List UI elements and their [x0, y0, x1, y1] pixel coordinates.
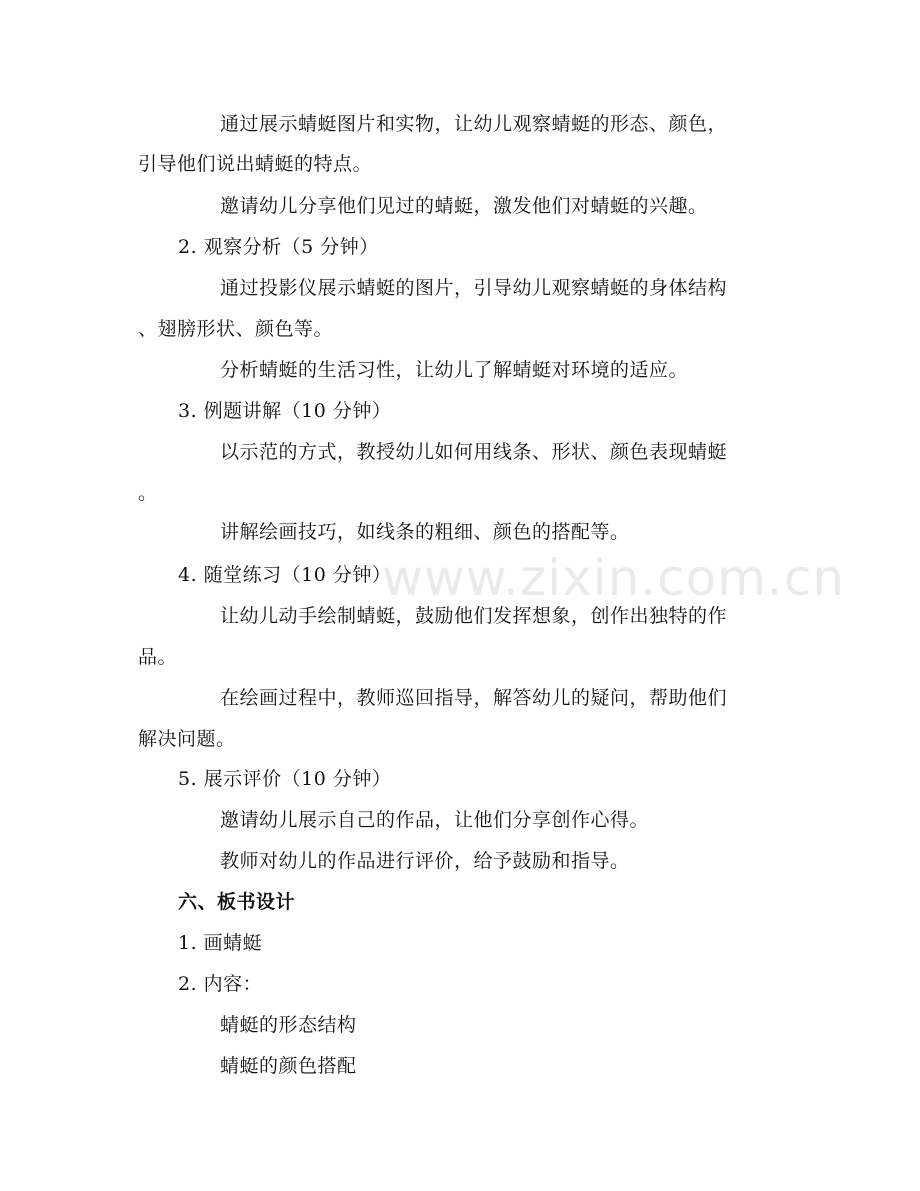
- text-line: 通过投影仪展示蜻蜓的图片，引导幼儿观察蜻蜓的身体结构: [220, 277, 728, 299]
- list-item-heading: 5. 展示评价（10 分钟）: [178, 768, 392, 790]
- text-line: 品。: [138, 646, 178, 668]
- text-line: 教师对幼儿的作品进行评价，给予鼓励和指导。: [220, 850, 630, 872]
- text-line: 引导他们说出蜻蜓的特点。: [138, 153, 373, 175]
- text-line: 分析蜻蜓的生活习性，让幼儿了解蜻蜓对环境的适应。: [220, 359, 689, 381]
- text-line: 讲解绘画技巧，如线条的粗细、颜色的搭配等。: [220, 521, 630, 543]
- list-item: 2. 内容：: [178, 973, 263, 995]
- text-line: 让幼儿动手绘制蜻蜓，鼓励他们发挥想象，创作出独特的作: [220, 605, 728, 627]
- text-line: 蜻蜓的颜色搭配: [220, 1055, 357, 1077]
- text-line: 邀请幼儿展示自己的作品，让他们分享创作心得。: [220, 809, 650, 831]
- text-line: 通过展示蜻蜓图片和实物，让幼儿观察蜻蜓的形态、颜色，: [220, 113, 728, 135]
- text-line: 在绘画过程中，教师巡回指导，解答幼儿的疑问，帮助他们: [220, 687, 728, 709]
- text-line: 蜻蜓的形态结构: [220, 1014, 357, 1036]
- text-line: 。: [138, 482, 158, 504]
- watermark: www.zixin.com.cn: [382, 549, 846, 607]
- section-heading: 六、板书设计: [178, 891, 296, 913]
- list-item-heading: 2. 观察分析（5 分钟）: [178, 236, 379, 258]
- text-line: 邀请幼儿分享他们见过的蜻蜓，激发他们对蜻蜓的兴趣。: [220, 195, 708, 217]
- list-item-heading: 4. 随堂练习（10 分钟）: [178, 564, 392, 586]
- list-item-heading: 3. 例题讲解（10 分钟）: [178, 400, 392, 422]
- list-item: 1. 画蜻蜓: [178, 932, 263, 954]
- text-line: 解决问题。: [138, 728, 236, 750]
- text-line: 以示范的方式，教授幼儿如何用线条、形状、颜色表现蜻蜓: [220, 441, 728, 463]
- text-line: 、翅膀形状、颜色等。: [138, 318, 334, 340]
